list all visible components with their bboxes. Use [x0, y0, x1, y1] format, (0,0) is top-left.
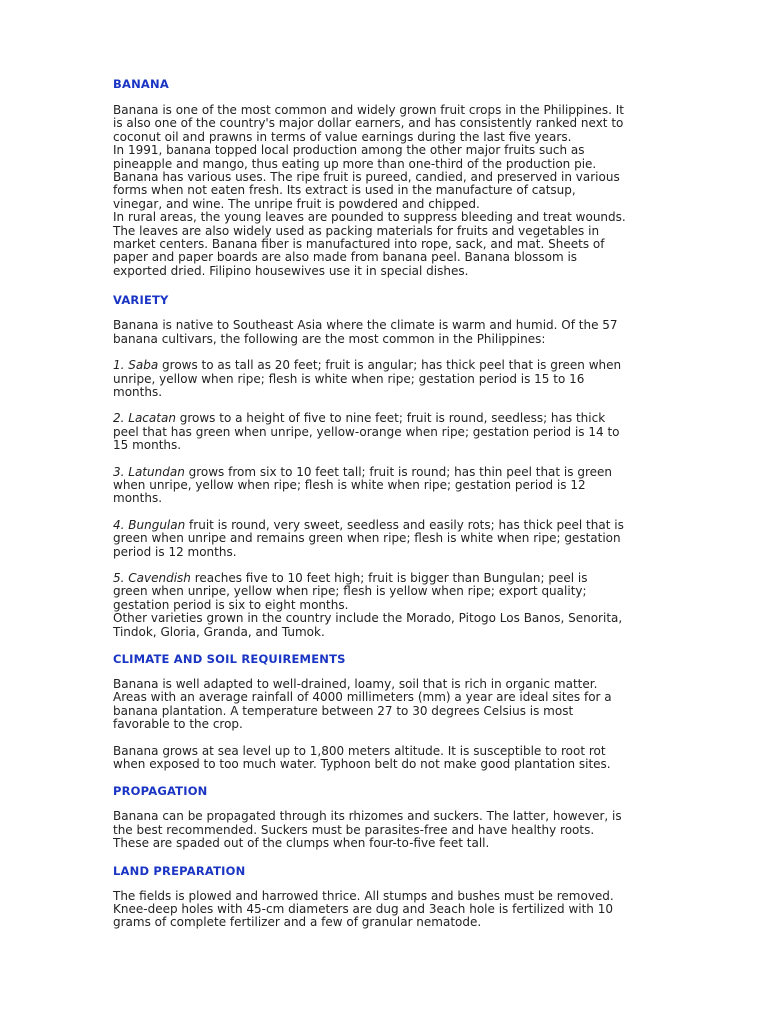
text-line: gestation period is six to eight months.	[113, 597, 349, 612]
text-line: grams of complete fertilizer and a few of granular nematode.	[113, 915, 482, 930]
variety-desc: grows to a height of five to nine feet; fruit is round, seedless; has thick	[175, 411, 606, 426]
text-line: unripe, yellow when ripe; flesh is white when ripe; gestation period is 15 to 16	[113, 371, 585, 386]
text-line: when unripe, yellow when ripe; flesh is white when ripe; gestation period is 12	[113, 477, 586, 492]
variety-item-cavendish	[113, 572, 661, 639]
section-heading-banana: BANANA	[113, 77, 169, 91]
text-line	[113, 572, 661, 585]
text-line: Banana is one of the most common and widely grown fruit crops in the Philippines. It	[113, 103, 624, 117]
variety-item-latundan	[113, 466, 661, 506]
section-climate	[113, 652, 661, 771]
text-line: The leaves are also widely used as packing materials for fruits and vegetables in	[113, 223, 600, 238]
variety-desc: fruit is round, very sweet, seedless and easily rots; has thick peel that is	[185, 517, 624, 532]
text-line: Banana grows at sea level up to 1,800 meters altitude. It is susceptible to root rot	[113, 743, 606, 758]
section-propagation	[113, 784, 661, 850]
text-line: green when unripe, yellow when ripe; flesh is yellow when ripe; export quality;	[113, 584, 587, 599]
land-preparation-paragraph	[113, 890, 661, 930]
section-heading-climate: CLIMATE AND SOIL REQUIREMENTS	[113, 652, 346, 666]
text-line: Banana is well adapted to well-drained, loamy, soil that is rich in organic matter.	[113, 677, 598, 691]
text-line: The fields is plowed and harrowed thrice. All stumps and bushes must be removed.	[113, 888, 614, 903]
text-line: banana plantation. A temperature between 27 to 30 degrees Celsius is most	[113, 703, 574, 718]
text-line: when exposed to too much water. Typhoon belt do not make good plantation sites.	[113, 757, 611, 772]
text-line: pineapple and mango, thus eating up more than one-third of the production pie.	[113, 156, 597, 171]
text-line: 15 months.	[113, 438, 182, 453]
section-land-preparation	[113, 864, 661, 930]
text-line: banana cultivars, the following are the most common in the Philippines:	[113, 331, 546, 346]
text-line: coconut oil and prawns in terms of value earnings during the last five years.	[113, 129, 572, 144]
text-line: exported dried. Filipino housewives use it in special dishes.	[113, 263, 469, 278]
text-line	[113, 466, 661, 479]
text-line: peel that has green when unripe, yellow-orange when ripe; gestation period is 14 to	[113, 424, 620, 439]
text-line: Banana is native to Southeast Asia where the climate is warm and humid. Of the 57	[113, 318, 618, 333]
text-line	[113, 412, 661, 425]
text-line	[113, 519, 661, 532]
text-line: Banana has various uses. The ripe fruit is pureed, candied, and preserved in various	[113, 170, 620, 185]
text-line: Areas with an average rainfall of 4000 millimeters (mm) a year are ideal sites for a	[113, 690, 612, 705]
banana-paragraph	[113, 104, 661, 278]
section-heading-variety: VARIETY	[113, 293, 169, 308]
text-line: paper and paper boards are also made from banana peel. Banana blossom is	[113, 250, 578, 265]
section-banana	[113, 77, 661, 278]
text-line: green when unripe and remains green when ripe; flesh is white when ripe; gestation	[113, 531, 621, 546]
text-line: forms when not eaten fresh. Its extract is used in the manufacture of catsup,	[113, 183, 576, 198]
variety-name: 3. Latundan	[113, 464, 185, 479]
climate-paragraph	[113, 745, 661, 772]
variety-name: 2. Lacatan	[113, 411, 176, 426]
text-line: In rural areas, the young leaves are pounded to suppress bleeding and treat wounds.	[113, 210, 626, 225]
variety-item-saba	[113, 359, 661, 399]
text-line: months.	[113, 491, 163, 506]
variety-desc: grows from six to 10 feet tall; fruit is round; has thin peel that is green	[184, 464, 612, 479]
variety-item-bungulan	[113, 519, 661, 559]
text-line: These are spaded out of the clumps when four-to-five feet tall.	[113, 836, 490, 851]
variety-item-lacatan	[113, 412, 661, 452]
propagation-paragraph	[113, 810, 661, 850]
text-line: is also one of the country's major dollar earners, and has consistently ranked next to	[113, 116, 624, 131]
climate-paragraph	[113, 678, 661, 732]
text-line: Knee-deep holes with 45-cm diameters are dug and 3each hole is fertilized with 10	[113, 902, 613, 917]
section-heading-propagation: PROPAGATION	[113, 784, 208, 799]
text-line: market centers. Banana fiber is manufactured into rope, sack, and mat. Sheets of	[113, 237, 605, 252]
text-line: Other varieties grown in the country include the Morado, Pitogo Los Banos, Senorita,	[113, 611, 623, 626]
text-line: Banana can be propagated through its rhizomes and suckers. The latter, however, is	[113, 809, 622, 824]
variety-name: 5. Cavendish	[113, 570, 191, 585]
variety-name: 4. Bungulan	[113, 517, 186, 532]
variety-intro	[113, 319, 661, 346]
text-line: vinegar, and wine. The unripe fruit is powdered and chipped.	[113, 196, 480, 211]
section-variety	[113, 293, 661, 639]
text-line: period is 12 months.	[113, 544, 237, 559]
text-line: the best recommended. Suckers must be parasites-free and have healthy roots.	[113, 822, 595, 837]
text-line: favorable to the crop.	[113, 717, 243, 732]
variety-name: 1. Saba	[113, 358, 159, 373]
text-line: months.	[113, 384, 163, 399]
section-heading-land-preparation: LAND PREPARATION	[113, 863, 246, 878]
variety-desc: reaches five to 10 feet high; fruit is bigger than Bungulan; peel is	[190, 570, 588, 585]
text-line	[113, 359, 661, 372]
document-page	[113, 77, 661, 943]
text-line: In 1991, banana topped local production among the other major fruits such as	[113, 143, 585, 158]
variety-desc: grows to as tall as 20 feet; fruit is angular; has thick peel that is green when	[158, 358, 622, 373]
text-line: Tindok, Gloria, Granda, and Tumok.	[113, 624, 325, 639]
